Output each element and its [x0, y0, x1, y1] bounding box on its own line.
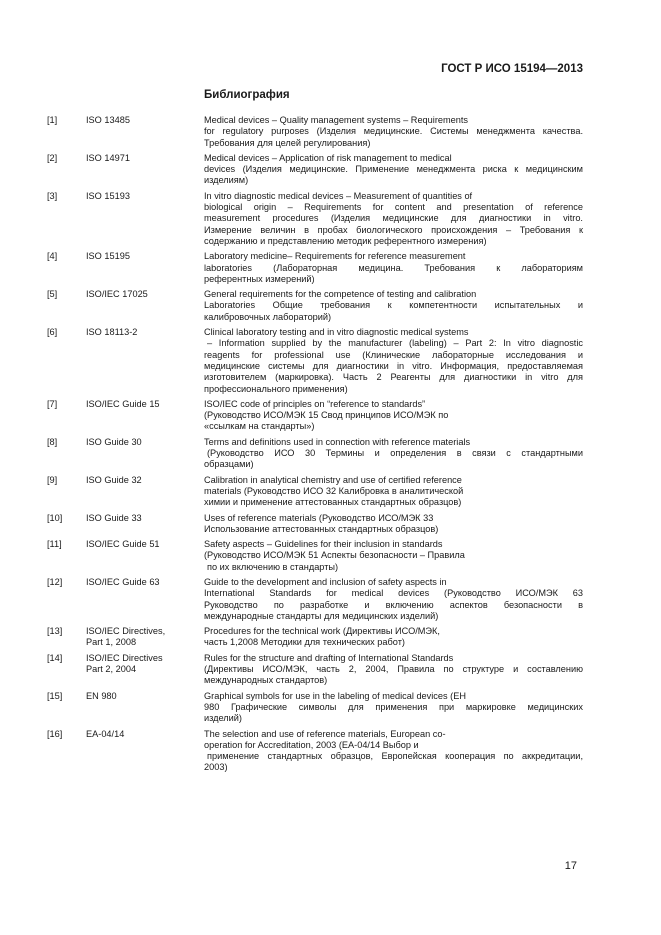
page-number: 17 [564, 860, 577, 872]
bibliography-entry [0, 626, 661, 649]
bibliography-entry [0, 437, 661, 471]
description-line: применение стандартных образцов, Европейская кооперация по аккредитации, [207, 751, 583, 762]
entry-standard-code [86, 475, 204, 486]
description-line: International Standards for medical devices (Руководство ИСО/МЭК 63 [204, 588, 583, 599]
description-line: (Руководство ИСО/МЭК 15 Свод принципов ИСО/МЭК по [204, 410, 449, 421]
entry-number: [9] [47, 474, 58, 485]
description-line: образцами) [204, 459, 254, 470]
entry-description [204, 399, 583, 433]
description-line: materials (Руководство ИСО 32 Калибровка в аналитической [204, 485, 464, 496]
description-line: Clinical laboratory testing and in vitro diagnostic medical systems [204, 327, 469, 338]
entry-number: [12] [47, 576, 63, 587]
description-line: профессионального применения) [204, 383, 348, 394]
entry-number: [4] [47, 251, 58, 262]
description-line: Safety aspects – Guidelines for their inclusion in standards [204, 539, 443, 550]
entry-standard-code [86, 729, 204, 740]
description-line: Uses of reference materials (Руководство ИСО/МЭК 33 [204, 512, 434, 523]
entry-description [204, 251, 583, 285]
description-line: (Руководство ИСО 30 Термины и определения в связи с стандартными [207, 448, 583, 459]
bibliography-entry [0, 539, 661, 573]
standard-code-line: ISO 14971 [86, 152, 130, 163]
entry-number: [3] [47, 190, 58, 201]
bibliography-entry [0, 191, 661, 247]
standard-code-header: ГОСТ Р ИСО 15194—2013 [441, 63, 583, 75]
description-line: ISO/IEC code of principles on “reference to standards” [204, 398, 426, 409]
description-line: содержанию и представлению методик референтного измерения) [204, 235, 487, 246]
entry-standard-code [86, 153, 204, 164]
entry-standard-code [86, 653, 204, 676]
standard-code-line: ISO 13485 [86, 115, 130, 125]
description-line: по их включению в стандарты) [207, 561, 339, 572]
entry-description [204, 539, 583, 573]
description-line: медицинские системы для диагностики in vitro. Информация, предоставляемая [204, 360, 583, 371]
description-line: изделиям) [204, 175, 249, 186]
description-line: Laboratory medicine– Requirements for reference measurement [204, 251, 466, 262]
entry-description [204, 289, 583, 323]
entry-description [204, 513, 583, 536]
entry-description [204, 729, 583, 774]
bibliography-title: Библиография [204, 89, 290, 101]
description-line: reagents for professional use (Клинические лабораторные исследования и [204, 349, 583, 360]
standard-code-line: ISO 18113-2 [86, 327, 138, 338]
standard-code-line: Part 1, 2008 [86, 637, 137, 648]
entry-number: [14] [47, 652, 63, 663]
entry-description [204, 437, 583, 471]
description-line: калибровочных лабораторий) [204, 311, 332, 322]
description-line: 2003) [204, 762, 228, 773]
description-line: – Information supplied by the manufacturer (labeling) – Part 2: In vitro diagnostic [207, 338, 583, 349]
entry-standard-code [86, 399, 204, 410]
entry-number: [8] [47, 436, 58, 447]
description-line: (Руководство ИСО/МЭК 51 Аспекты безопасности – Правила [204, 550, 465, 561]
entry-standard-code [86, 577, 204, 588]
standard-code-line: ISO/IEC Guide 63 [86, 576, 160, 587]
description-line: Руководство по разработке и включению аспектов безопасности в [204, 599, 583, 610]
description-line: Guide to the development and inclusion of safety aspects in [204, 576, 447, 587]
bibliography-entry [0, 251, 661, 285]
standard-code-line: ISO/IEC Guide 51 [86, 539, 160, 550]
description-line: 980 Графические символы для применения при маркировке медицинских [204, 701, 583, 712]
entry-description [204, 327, 583, 395]
entry-standard-code [86, 437, 204, 448]
entry-description [204, 153, 583, 187]
bibliography-entry [0, 399, 661, 433]
standard-code-line: ISO Guide 33 [86, 512, 142, 523]
description-line: measurement procedures (Изделия медицинские для диагностики in vitro. [204, 213, 583, 224]
entry-number: [5] [47, 289, 58, 300]
entry-description [204, 115, 583, 149]
description-line: Rules for the structure and drafting of International Standards [204, 652, 454, 663]
entry-description [204, 475, 583, 509]
bibliography-entry [0, 327, 661, 395]
entry-description [204, 626, 583, 649]
description-line: devices (Изделия медицинские. Применение менеджмента риска к медицинским [204, 164, 583, 175]
standard-code-line: ISO/IEC Directives [86, 652, 163, 663]
entry-standard-code [86, 191, 204, 202]
description-line: химии и применение аттестованных стандартных образцов) [204, 497, 462, 508]
description-line: Требования для целей регулирования) [204, 137, 371, 148]
entry-number: [15] [47, 690, 63, 701]
description-line: Terms and definitions used in connection with reference materials [204, 436, 471, 447]
description-line: Medical devices – Application of risk management to medical [204, 152, 452, 163]
entry-number: [13] [47, 626, 63, 637]
description-line: международные стандарты для медицинских изделий) [204, 610, 439, 621]
description-line: Использование аттестованных стандартных образцов) [204, 523, 439, 534]
description-line: Graphical symbols for use in the labeling of medical devices (EH [204, 690, 466, 701]
description-line: (Директивы ИСО/МЭК, часть 2, 2004, Правила по структуре и составлению [204, 664, 583, 675]
description-line: laboratories (Лабораторная медицина. Требования к лабораториям [204, 262, 583, 273]
standard-code-line: ISO 15193 [86, 190, 130, 201]
description-line: biological origin – Requirements for content and presentation of reference [204, 202, 583, 213]
entry-standard-code [86, 513, 204, 524]
entry-description [204, 577, 583, 622]
standard-code-line: ISO 15195 [86, 251, 130, 262]
bibliography-entry [0, 653, 661, 687]
entry-description [204, 191, 583, 247]
entry-standard-code [86, 539, 204, 550]
description-line: General requirements for the competence of testing and calibration [204, 289, 477, 300]
entry-standard-code [86, 691, 204, 702]
bibliography-entry [0, 729, 661, 774]
entry-number: [10] [47, 512, 63, 523]
standard-code-line: EA-04/14 [86, 728, 125, 739]
entry-standard-code [86, 289, 204, 300]
description-line: Laboratories Общие требования к компетентности испытательных и [204, 300, 583, 311]
standard-code-line: EN 980 [86, 690, 117, 701]
standard-code-line: ISO/IEC 17025 [86, 289, 148, 300]
description-line: operation for Accreditation, 2003 (EA-04/14 Выбор и [204, 739, 419, 750]
bibliography-entry [0, 513, 661, 536]
description-line: «ссылкам на стандарты») [204, 421, 315, 432]
description-line: часть 1,2008 Методики для технических работ) [204, 637, 405, 648]
bibliography-entry [0, 475, 661, 509]
standard-code-line: Part 2, 2004 [86, 664, 137, 675]
description-line: референтных измерений) [204, 273, 315, 284]
description-line: Medical devices – Quality management systems – Requirements [204, 115, 469, 125]
entry-description [204, 653, 583, 687]
bibliography-entry [0, 115, 661, 149]
entry-description [204, 691, 583, 725]
description-line: for regulatory purposes (Изделия медицинские. Системы менеджмента качества. [204, 126, 583, 137]
description-line: изделий) [204, 713, 242, 724]
entry-standard-code [86, 251, 204, 262]
description-line: международных стандартов) [204, 675, 328, 686]
bibliography-entry [0, 577, 661, 622]
standard-code-line: ISO Guide 30 [86, 436, 142, 447]
standard-code-line: ISO/IEC Guide 15 [86, 398, 160, 409]
bibliography-entry [0, 289, 661, 323]
entry-number: [6] [47, 327, 58, 338]
entry-standard-code [86, 626, 204, 649]
bibliography-entry [0, 153, 661, 187]
description-line: изготовителем (маркировка). Часть 2 Реагенты для диагностики in vitro для [204, 372, 583, 383]
entry-standard-code [86, 327, 204, 338]
description-line: Calibration in analytical chemistry and use of certified reference [204, 474, 462, 485]
description-line: The selection and use of reference materials, European co- [204, 728, 446, 739]
standard-code-line: ISO Guide 32 [86, 474, 142, 485]
entry-number: [2] [47, 152, 58, 163]
description-line: Procedures for the technical work (Директивы ИСО/МЭК, [204, 626, 440, 637]
entry-number: [1] [47, 115, 58, 125]
entry-number: [7] [47, 398, 58, 409]
entry-number: [16] [47, 728, 63, 739]
bibliography-entry [0, 691, 661, 725]
standard-code-line: ISO/IEC Directives, [86, 626, 166, 637]
description-line: In vitro diagnostic medical devices – Measurement of quantities of [204, 190, 473, 201]
description-line: Измерение величин в пробах биологического происхождения – Требования к [204, 224, 583, 235]
bibliography-list [0, 115, 661, 778]
entry-standard-code [86, 115, 204, 126]
entry-number: [11] [47, 539, 62, 550]
